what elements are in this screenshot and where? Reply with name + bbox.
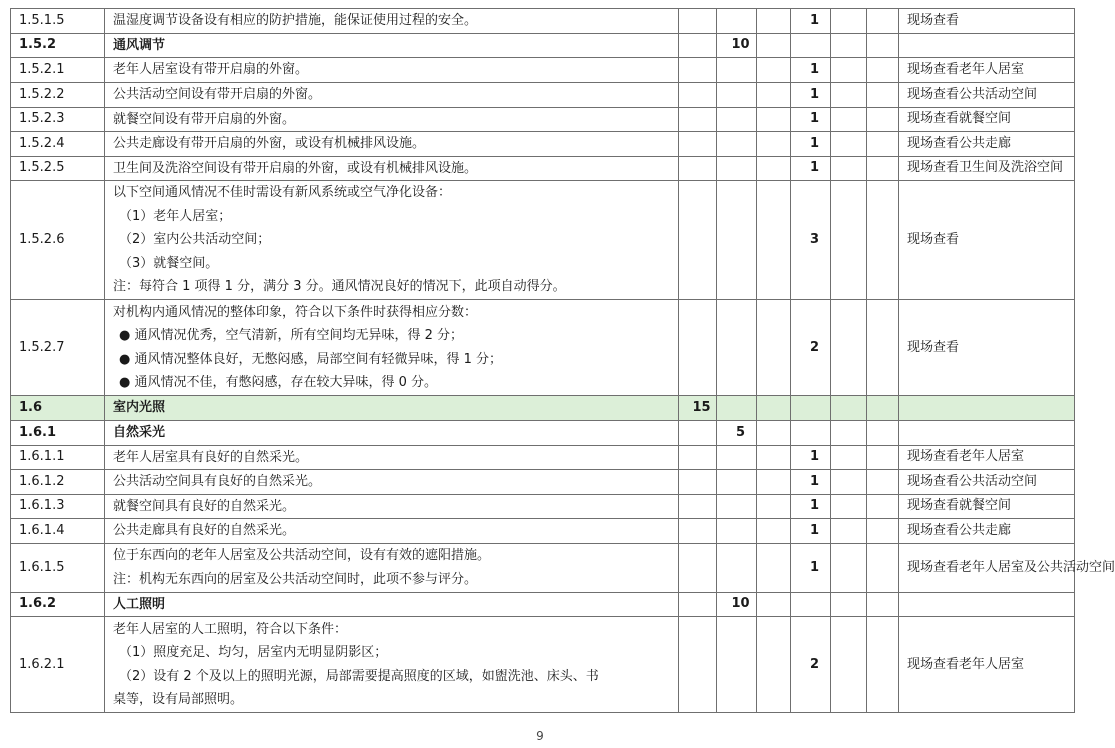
description-line: 对机构内通风情况的整体印象，符合以下条件时获得相应分数： [113, 304, 478, 320]
blank-cell [757, 132, 791, 157]
blank-cell [867, 181, 899, 300]
blank-cell [757, 9, 791, 34]
blank-cell [757, 156, 791, 181]
table-row [11, 58, 1075, 83]
item-score-cell [791, 592, 831, 617]
method-cell: 现场查看公共活动空间 [899, 470, 1075, 495]
blank-cell [867, 494, 899, 519]
blank-cell [867, 107, 899, 132]
table-row [11, 181, 1075, 300]
item-score-cell: 1 [791, 132, 831, 157]
description-line: 位于东西向的老年人居室及公共活动空间，设有有效的遮阳措施。 [113, 548, 491, 563]
item-id-cell: 1.6.1.3 [11, 494, 105, 519]
blank-cell [867, 445, 899, 470]
blank-cell [831, 592, 867, 617]
blank-cell [757, 494, 791, 519]
sub-score-cell: 10 [717, 592, 757, 617]
scoring-table [10, 8, 1115, 713]
item-score-cell: 1 [791, 9, 831, 34]
description-line: 通风调节 [113, 37, 166, 53]
table-row [11, 592, 1075, 617]
major-score-cell [679, 9, 717, 34]
method-cell: 现场查看 [899, 300, 1075, 396]
blank-cell [831, 617, 867, 713]
blank-cell [831, 396, 867, 421]
sub-score-cell: 5 [717, 421, 757, 446]
blank-cell [831, 156, 867, 181]
blank-cell [867, 58, 899, 83]
major-score-cell [679, 592, 717, 617]
description-cell [105, 519, 679, 544]
description-line: 桌等，设有局部照明。 [113, 692, 244, 707]
blank-cell [867, 543, 899, 592]
blank-cell [757, 421, 791, 446]
description-cell [105, 33, 679, 58]
description-line: 注：每符合 1 项得 1 分，满分 3 分。通风情况良好的情况下，此项自动得分。 [113, 279, 566, 295]
blank-cell [757, 82, 791, 107]
item-id-cell: 1.6.1 [11, 421, 105, 446]
blank-cell [757, 300, 791, 396]
method-cell [899, 33, 1075, 58]
major-score-cell [679, 617, 717, 713]
description-line: （1）照度充足、均匀，居室内无明显阴影区； [119, 645, 388, 660]
blank-cell [867, 617, 899, 713]
blank-cell [831, 470, 867, 495]
item-id-cell: 1.5.2.2 [11, 82, 105, 107]
major-score-cell [679, 494, 717, 519]
blank-cell [757, 33, 791, 58]
table-row [11, 494, 1075, 519]
item-score-cell: 1 [791, 82, 831, 107]
item-id-cell: 1.5.2.3 [11, 107, 105, 132]
blank-cell [831, 421, 867, 446]
description-line: 温湿度调节设备设有相应的防护措施，能保证使用过程的安全。 [113, 13, 478, 28]
major-score-cell [679, 300, 717, 396]
sub-score-cell [717, 82, 757, 107]
blank-cell [757, 617, 791, 713]
blank-cell [831, 58, 867, 83]
description-cell [105, 181, 679, 300]
item-id-cell: 1.6.2.1 [11, 617, 105, 713]
description-line: 以下空间通风情况不佳时需设有新风系统或空气净化设备： [113, 185, 452, 201]
blank-cell [831, 445, 867, 470]
sub-score-cell [717, 470, 757, 495]
table-row [11, 396, 1075, 421]
major-score-cell [679, 421, 717, 446]
item-id-cell: 1.5.2.7 [11, 300, 105, 396]
description-line: ● 通风情况不佳，有憋闷感，存在较大异味，得 0 分。 [119, 375, 438, 390]
table-row [11, 470, 1075, 495]
item-id-cell: 1.5.1.5 [11, 9, 105, 34]
description-line: 公共活动空间具有良好的自然采光。 [113, 474, 322, 489]
method-cell: 现场查看公共活动空间 [899, 82, 1075, 107]
blank-cell [757, 396, 791, 421]
sub-score-cell [717, 543, 757, 592]
item-score-cell [791, 421, 831, 446]
sub-score-cell [717, 494, 757, 519]
sub-score-cell [717, 156, 757, 181]
description-line: （1）老年人居室； [119, 208, 232, 224]
description-line: ● 通风情况整体良好，无憋闷感，局部空间有轻微异味，得 1 分； [119, 351, 503, 367]
description-cell [105, 494, 679, 519]
blank-cell [831, 494, 867, 519]
major-score-cell [679, 445, 717, 470]
blank-cell [867, 33, 899, 58]
blank-cell [831, 107, 867, 132]
method-cell [899, 592, 1075, 617]
description-line: （2）设有 2 个及以上的照明光源，局部需要提高照度的区域，如盥洗池、床头、书 [119, 668, 599, 684]
method-cell: 现场查看老年人居室及公共活动空间 [899, 543, 1075, 592]
description-line: 老年人居室设有带开启扇的外窗。 [113, 62, 309, 77]
description-line: 卫生间及洗浴空间设有带开启扇的外窗，或设有机械排风设施。 [113, 160, 478, 176]
item-score-cell: 1 [791, 107, 831, 132]
item-id-cell: 1.5.2.1 [11, 58, 105, 83]
description-cell [105, 543, 679, 592]
blank-cell [831, 300, 867, 396]
method-cell: 现场查看公共走廊 [899, 132, 1075, 157]
major-score-cell [679, 519, 717, 544]
item-score-cell: 1 [791, 470, 831, 495]
method-cell [899, 421, 1075, 446]
description-line: 公共走廊设有带开启扇的外窗，或设有机械排风设施。 [113, 136, 426, 151]
table-row [11, 617, 1075, 713]
major-score-cell [679, 58, 717, 83]
sub-score-cell [717, 132, 757, 157]
method-cell: 现场查看卫生间及洗浴空间 [899, 156, 1075, 181]
description-line: （2）室内公共活动空间； [119, 232, 271, 248]
item-id-cell: 1.6.2 [11, 592, 105, 617]
item-id-cell: 1.6.1.1 [11, 445, 105, 470]
table-row [11, 519, 1075, 544]
table-row [11, 107, 1075, 132]
blank-cell [757, 58, 791, 83]
item-id-cell: 1.5.2 [11, 33, 105, 58]
sub-score-cell [717, 519, 757, 544]
blank-cell [831, 33, 867, 58]
table-row [11, 132, 1075, 157]
sub-score-cell [717, 58, 757, 83]
item-score-cell [791, 396, 831, 421]
item-id-cell: 1.5.2.4 [11, 132, 105, 157]
sub-score-cell [717, 9, 757, 34]
blank-cell [867, 132, 899, 157]
method-cell: 现场查看 [899, 9, 1075, 34]
item-id-cell: 1.5.2.5 [11, 156, 105, 181]
major-score-cell [679, 82, 717, 107]
method-cell [899, 396, 1075, 421]
major-score-cell [679, 33, 717, 58]
description-line: 人工照明 [113, 596, 166, 612]
description-line: 公共活动空间设有带开启扇的外窗。 [113, 86, 322, 102]
blank-cell [757, 181, 791, 300]
description-cell [105, 156, 679, 181]
sub-score-cell: 10 [717, 33, 757, 58]
method-cell: 现场查看 [899, 181, 1075, 300]
item-score-cell: 2 [791, 617, 831, 713]
item-id-cell: 1.5.2.6 [11, 181, 105, 300]
description-cell [105, 617, 679, 713]
blank-cell [757, 592, 791, 617]
method-cell: 现场查看老年人居室 [899, 617, 1075, 713]
page-number: 9 [536, 729, 544, 743]
item-score-cell: 1 [791, 156, 831, 181]
item-id-cell: 1.6 [11, 396, 105, 421]
description-line: 注：机构无东西向的居室及公共活动空间时，此项不参与评分。 [113, 571, 478, 587]
description-line: 室内光照 [113, 400, 166, 416]
blank-cell [757, 519, 791, 544]
item-id-cell: 1.6.1.4 [11, 519, 105, 544]
method-cell: 现场查看就餐空间 [899, 494, 1075, 519]
item-score-cell: 1 [791, 445, 831, 470]
description-line: 公共走廊具有良好的自然采光。 [113, 523, 296, 538]
sub-score-cell [717, 445, 757, 470]
table-row [11, 33, 1075, 58]
blank-cell [867, 519, 899, 544]
description-line: 就餐空间具有良好的自然采光。 [113, 498, 296, 514]
major-score-cell [679, 107, 717, 132]
description-line: 自然采光 [113, 425, 166, 440]
table-row [11, 9, 1075, 34]
major-score-cell [679, 181, 717, 300]
item-score-cell: 1 [791, 543, 831, 592]
description-cell [105, 592, 679, 617]
description-cell [105, 82, 679, 107]
blank-cell [831, 132, 867, 157]
item-id-cell: 1.6.1.5 [11, 543, 105, 592]
major-score-cell [679, 543, 717, 592]
description-cell [105, 421, 679, 446]
blank-cell [867, 82, 899, 107]
sub-score-cell [717, 617, 757, 713]
description-line: 老年人居室的人工照明，符合以下条件： [113, 621, 348, 637]
major-score-cell: 15 [679, 396, 717, 421]
blank-cell [757, 543, 791, 592]
table-row [11, 445, 1075, 470]
blank-cell [831, 181, 867, 300]
description-cell [105, 58, 679, 83]
blank-cell [757, 470, 791, 495]
sub-score-cell [717, 396, 757, 421]
description-line: 就餐空间设有带开启扇的外窗。 [113, 111, 296, 127]
description-line: 老年人居室具有良好的自然采光。 [113, 449, 309, 465]
description-cell [105, 9, 679, 34]
sub-score-cell [717, 107, 757, 132]
major-score-cell [679, 470, 717, 495]
blank-cell [757, 445, 791, 470]
method-cell: 现场查看老年人居室 [899, 58, 1075, 83]
description-cell [105, 470, 679, 495]
description-line: ● 通风情况优秀，空气清新，所有空间均无异味，得 2 分； [119, 328, 464, 343]
item-score-cell [791, 33, 831, 58]
sub-score-cell [717, 181, 757, 300]
table-row [11, 82, 1075, 107]
description-line: （3）就餐空间。 [119, 255, 219, 271]
blank-cell [831, 82, 867, 107]
item-score-cell: 1 [791, 519, 831, 544]
blank-cell [867, 470, 899, 495]
description-cell [105, 396, 679, 421]
blank-cell [831, 519, 867, 544]
item-score-cell: 2 [791, 300, 831, 396]
major-score-cell [679, 132, 717, 157]
blank-cell [867, 156, 899, 181]
sub-score-cell [717, 300, 757, 396]
blank-cell [757, 107, 791, 132]
description-cell [105, 445, 679, 470]
table-row [11, 300, 1075, 396]
blank-cell [867, 300, 899, 396]
description-cell [105, 107, 679, 132]
major-score-cell [679, 156, 717, 181]
method-cell: 现场查看老年人居室 [899, 445, 1075, 470]
table-row [11, 421, 1075, 446]
table-row [11, 156, 1075, 181]
item-score-cell: 3 [791, 181, 831, 300]
blank-cell [867, 592, 899, 617]
blank-cell [867, 396, 899, 421]
blank-cell [831, 9, 867, 34]
blank-cell [831, 543, 867, 592]
method-cell: 现场查看就餐空间 [899, 107, 1075, 132]
item-score-cell: 1 [791, 58, 831, 83]
blank-cell [867, 9, 899, 34]
description-cell [105, 132, 679, 157]
method-cell: 现场查看公共走廊 [899, 519, 1075, 544]
item-id-cell: 1.6.1.2 [11, 470, 105, 495]
item-score-cell: 1 [791, 494, 831, 519]
blank-cell [867, 421, 899, 446]
table-row [11, 543, 1075, 592]
description-cell [105, 300, 679, 396]
